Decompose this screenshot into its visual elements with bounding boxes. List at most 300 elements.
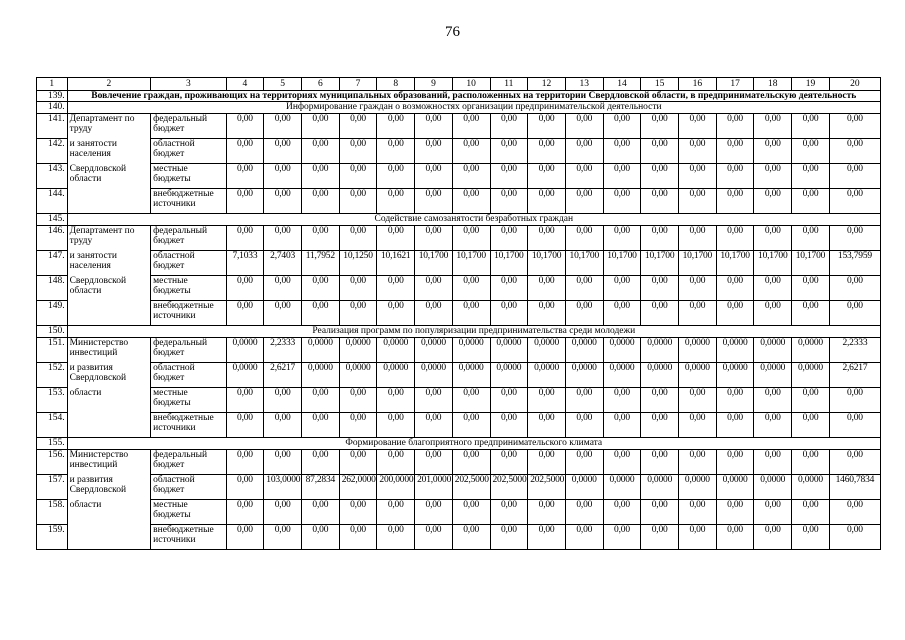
amount-cell: 0,00 [264,114,302,139]
amount-cell: 0,00 [301,413,339,438]
amount-cell: 0,00 [641,525,679,550]
amount-cell: 0,00 [603,276,641,301]
amount-cell: 0,00 [339,189,377,214]
amount-cell: 0,0000 [641,475,679,500]
amount-cell: 0,00 [264,276,302,301]
amount-cell: 0,00 [565,500,603,525]
table-row [37,475,881,500]
budget-source: внебюджетные источники [151,413,226,438]
column-number: 15 [641,78,679,91]
responsible-department: и занятости населения [67,139,151,164]
budget-source: федеральный бюджет [151,450,226,475]
responsible-department: и развития Свердловской [67,363,151,388]
amount-cell: 0,00 [377,139,415,164]
amount-cell: 0,00 [716,189,754,214]
budget-source: местные бюджеты [151,276,226,301]
amount-cell: 0,0000 [792,338,830,363]
amount-cell: 2,2333 [829,338,880,363]
amount-cell: 0,00 [339,413,377,438]
amount-cell: 0,00 [641,388,679,413]
amount-cell: 0,0000 [603,475,641,500]
amount-cell: 0,00 [226,226,264,251]
amount-cell: 0,00 [301,226,339,251]
amount-cell: 0,00 [565,525,603,550]
amount-cell: 0,0000 [339,338,377,363]
amount-cell: 0,0000 [641,363,679,388]
amount-cell: 0,0000 [528,338,566,363]
amount-cell: 0,00 [528,500,566,525]
amount-cell: 0,00 [641,189,679,214]
budget-source: внебюджетные источники [151,525,226,550]
amount-cell: 0,00 [415,276,453,301]
amount-cell: 0,00 [565,276,603,301]
amount-cell: 0,0000 [754,338,792,363]
amount-cell: 0,00 [301,164,339,189]
column-number: 1 [37,78,68,91]
amount-cell: 0,00 [829,189,880,214]
amount-cell: 0,00 [829,276,880,301]
amount-cell: 10,1700 [452,251,490,276]
amount-cell: 10,1700 [603,251,641,276]
column-number: 14 [603,78,641,91]
responsible-department: Свердловской области [67,276,151,301]
amount-cell: 0,0000 [377,363,415,388]
amount-cell: 0,0000 [716,363,754,388]
amount-cell: 0,00 [339,276,377,301]
budget-source: областной бюджет [151,251,226,276]
amount-cell: 0,00 [301,500,339,525]
amount-cell: 0,00 [490,450,528,475]
budget-source: областной бюджет [151,363,226,388]
amount-cell: 0,00 [377,164,415,189]
amount-cell: 0,00 [528,139,566,164]
amount-cell: 0,00 [301,139,339,164]
amount-cell: 0,00 [641,301,679,326]
section-title: Содействие самозанятости безработных граждан [67,214,880,226]
amount-cell: 0,00 [829,388,880,413]
amount-cell: 0,00 [754,164,792,189]
amount-cell: 202,5000 [452,475,490,500]
amount-cell: 0,00 [754,114,792,139]
amount-cell: 0,00 [377,276,415,301]
amount-cell: 0,00 [641,164,679,189]
amount-cell: 0,00 [603,525,641,550]
amount-cell: 0,00 [339,301,377,326]
amount-cell: 0,0000 [679,475,717,500]
column-number: 5 [264,78,302,91]
amount-cell: 0,00 [339,388,377,413]
amount-cell: 202,5000 [490,475,528,500]
section-row [37,326,881,338]
amount-cell: 201,0000 [415,475,453,500]
amount-cell: 0,00 [415,525,453,550]
amount-cell: 0,0000 [792,363,830,388]
amount-cell: 0,00 [452,139,490,164]
row-number: 145. [37,214,68,226]
table-row [37,251,881,276]
amount-cell: 0,00 [565,413,603,438]
amount-cell: 0,00 [226,114,264,139]
amount-cell: 0,00 [679,276,717,301]
row-number: 149. [37,301,68,326]
amount-cell: 10,1700 [415,251,453,276]
budget-source: внебюджетные источники [151,301,226,326]
amount-cell: 0,00 [792,525,830,550]
amount-cell: 0,00 [528,114,566,139]
amount-cell: 0,00 [829,525,880,550]
amount-cell: 0,00 [716,388,754,413]
amount-cell: 0,00 [565,114,603,139]
amount-cell: 0,00 [226,189,264,214]
amount-cell: 0,00 [415,500,453,525]
amount-cell: 0,00 [754,500,792,525]
section-row [37,102,881,114]
amount-cell: 0,00 [641,114,679,139]
amount-cell: 0,00 [528,388,566,413]
amount-cell: 0,00 [528,226,566,251]
amount-cell: 0,00 [377,525,415,550]
amount-cell: 10,1700 [565,251,603,276]
responsible-department: Министерство инвестиций [67,338,151,363]
amount-cell: 0,00 [603,450,641,475]
table-row [37,500,881,525]
amount-cell: 0,00 [490,139,528,164]
amount-cell: 0,00 [829,139,880,164]
amount-cell: 0,00 [528,413,566,438]
amount-cell: 0,00 [829,301,880,326]
amount-cell: 0,00 [603,388,641,413]
amount-cell: 0,00 [415,114,453,139]
table-row [37,139,881,164]
amount-cell: 0,00 [452,226,490,251]
section-row [37,438,881,450]
budget-source: внебюджетные источники [151,189,226,214]
row-number: 158. [37,500,68,525]
column-number: 8 [377,78,415,91]
amount-cell: 0,00 [603,301,641,326]
amount-cell: 0,00 [829,226,880,251]
budget-source: федеральный бюджет [151,114,226,139]
amount-cell: 0,00 [754,301,792,326]
amount-cell: 0,00 [603,139,641,164]
amount-cell: 1460,7834 [829,475,880,500]
amount-cell: 0,00 [339,450,377,475]
table-row-139 [37,91,881,102]
section-row [37,214,881,226]
amount-cell: 0,00 [565,301,603,326]
amount-cell: 0,0000 [792,475,830,500]
amount-cell: 0,00 [226,450,264,475]
amount-cell: 0,00 [490,413,528,438]
amount-cell: 0,00 [377,413,415,438]
amount-cell: 0,00 [603,164,641,189]
amount-cell: 0,0000 [565,475,603,500]
amount-cell: 0,00 [264,189,302,214]
amount-cell: 0,00 [565,226,603,251]
amount-cell: 0,0000 [415,363,453,388]
amount-cell: 0,0000 [452,363,490,388]
row-number: 141. [37,114,68,139]
budget-table [36,77,881,550]
amount-cell: 200,0000 [377,475,415,500]
amount-cell: 0,00 [754,388,792,413]
amount-cell: 0,00 [264,388,302,413]
row-number: 159. [37,525,68,550]
amount-cell: 0,0000 [377,338,415,363]
amount-cell: 0,00 [679,450,717,475]
amount-cell: 0,00 [792,164,830,189]
amount-cell: 0,0000 [490,363,528,388]
responsible-department: и занятости населения [67,251,151,276]
amount-cell: 0,00 [716,301,754,326]
amount-cell: 0,00 [415,164,453,189]
column-number: 4 [226,78,264,91]
amount-cell: 0,00 [716,413,754,438]
amount-cell: 10,1700 [528,251,566,276]
amount-cell: 0,00 [377,388,415,413]
amount-cell: 0,00 [565,189,603,214]
amount-cell: 0,0000 [565,363,603,388]
amount-cell: 2,7403 [264,251,302,276]
amount-cell: 0,00 [301,388,339,413]
row-number: 143. [37,164,68,189]
amount-cell: 0,00 [226,413,264,438]
amount-cell: 0,00 [792,114,830,139]
amount-cell: 0,00 [528,301,566,326]
table-row [37,276,881,301]
responsible-department: области [67,500,151,525]
amount-cell: 0,00 [603,189,641,214]
table-row [37,450,881,475]
amount-cell: 0,00 [754,525,792,550]
amount-cell: 0,00 [829,450,880,475]
responsible-department [67,189,151,214]
amount-cell: 0,00 [452,189,490,214]
amount-cell: 0,00 [641,413,679,438]
amount-cell: 0,00 [641,276,679,301]
row-number: 147. [37,251,68,276]
amount-cell: 11,7952 [301,251,339,276]
row-number: 142. [37,139,68,164]
amount-cell: 0,00 [226,525,264,550]
amount-cell: 0,00 [603,413,641,438]
amount-cell: 0,00 [415,139,453,164]
budget-source: местные бюджеты [151,500,226,525]
column-number: 9 [415,78,453,91]
responsible-department [67,525,151,550]
amount-cell: 0,00 [641,450,679,475]
amount-cell: 87,2834 [301,475,339,500]
amount-cell: 0,00 [792,139,830,164]
amount-cell: 0,00 [679,525,717,550]
amount-cell: 0,00 [641,139,679,164]
budget-source: местные бюджеты [151,164,226,189]
amount-cell: 0,00 [264,500,302,525]
amount-cell: 0,00 [452,525,490,550]
responsible-department [67,301,151,326]
amount-cell: 202,5000 [528,475,566,500]
amount-cell: 0,0000 [339,363,377,388]
column-number: 7 [339,78,377,91]
amount-cell: 0,0000 [301,363,339,388]
amount-cell: 0,00 [339,164,377,189]
amount-cell: 0,00 [415,301,453,326]
responsible-department: Департамент по труду [67,226,151,251]
amount-cell: 0,00 [641,226,679,251]
column-number: 16 [679,78,717,91]
column-number: 19 [792,78,830,91]
amount-cell: 0,00 [679,388,717,413]
amount-cell: 0,00 [377,226,415,251]
amount-cell: 0,00 [528,525,566,550]
table-body [37,78,881,550]
column-number: 18 [754,78,792,91]
row-number: 148. [37,276,68,301]
amount-cell: 0,00 [528,189,566,214]
amount-cell: 0,00 [829,413,880,438]
amount-cell: 0,00 [301,114,339,139]
section-title: Реализация программ по популяризации предпринимательства среди молодежи [67,326,880,338]
amount-cell: 0,00 [528,450,566,475]
amount-cell: 0,00 [716,164,754,189]
amount-cell: 0,00 [377,189,415,214]
amount-cell: 10,1250 [339,251,377,276]
section-title: Формирование благоприятного предпринимательского климата [67,438,880,450]
amount-cell: 0,00 [565,139,603,164]
amount-cell: 0,00 [264,226,302,251]
amount-cell: 0,00 [792,450,830,475]
amount-cell: 0,00 [792,226,830,251]
amount-cell: 0,00 [377,450,415,475]
amount-cell: 0,0000 [565,338,603,363]
amount-cell: 0,00 [339,139,377,164]
amount-cell: 0,0000 [301,338,339,363]
amount-cell: 10,1700 [754,251,792,276]
amount-cell: 0,00 [716,525,754,550]
amount-cell: 0,00 [716,276,754,301]
amount-cell: 0,00 [339,226,377,251]
amount-cell: 0,00 [754,450,792,475]
amount-cell: 0,00 [716,139,754,164]
amount-cell: 0,00 [679,301,717,326]
column-number: 6 [301,78,339,91]
page-number: 76 [445,24,460,40]
amount-cell: 0,00 [226,139,264,164]
amount-cell: 0,00 [679,500,717,525]
column-number: 13 [565,78,603,91]
amount-cell: 0,00 [829,164,880,189]
row-number: 150. [37,326,68,338]
amount-cell: 0,00 [792,413,830,438]
column-number: 17 [716,78,754,91]
responsible-department: Свердловской области [67,164,151,189]
amount-cell: 10,1700 [490,251,528,276]
amount-cell: 0,00 [792,388,830,413]
table-row [37,189,881,214]
amount-cell: 0,00 [528,164,566,189]
row-number: 156. [37,450,68,475]
amount-cell: 0,0000 [679,338,717,363]
amount-cell: 0,00 [490,500,528,525]
amount-cell: 0,00 [603,114,641,139]
amount-cell: 0,00 [716,114,754,139]
amount-cell: 0,00 [415,189,453,214]
amount-cell: 0,00 [264,164,302,189]
responsible-department: области [67,388,151,413]
amount-cell: 0,00 [415,226,453,251]
budget-source: федеральный бюджет [151,338,226,363]
row-number: 157. [37,475,68,500]
amount-cell: 0,00 [490,388,528,413]
amount-cell: 153,7959 [829,251,880,276]
responsible-department: и развития Свердловской [67,475,151,500]
table-row [37,388,881,413]
amount-cell: 0,00 [339,525,377,550]
amount-cell: 0,00 [716,450,754,475]
amount-cell: 0,00 [754,226,792,251]
amount-cell: 0,0000 [528,363,566,388]
table-row [37,164,881,189]
amount-cell: 0,00 [679,139,717,164]
column-number: 11 [490,78,528,91]
budget-source: областной бюджет [151,475,226,500]
budget-source: областной бюджет [151,139,226,164]
amount-cell: 0,00 [603,500,641,525]
amount-cell: 0,00 [565,388,603,413]
table-row [37,525,881,550]
amount-cell: 0,00 [641,500,679,525]
amount-cell: 0,00 [754,189,792,214]
amount-cell: 7,1033 [226,251,264,276]
amount-cell: 0,00 [565,450,603,475]
amount-cell: 0,0000 [716,475,754,500]
amount-cell: 0,00 [452,164,490,189]
amount-cell: 103,0000 [264,475,302,500]
column-number: 2 [67,78,151,91]
row-number: 153. [37,388,68,413]
amount-cell: 0,00 [301,450,339,475]
amount-cell: 0,00 [452,413,490,438]
row-number: 139. [37,91,68,102]
amount-cell: 10,1700 [679,251,717,276]
amount-cell: 0,00 [301,276,339,301]
budget-source: федеральный бюджет [151,226,226,251]
amount-cell: 0,00 [452,500,490,525]
amount-cell: 0,00 [565,164,603,189]
amount-cell: 0,00 [264,450,302,475]
amount-cell: 0,00 [226,475,264,500]
responsible-department: Министерство инвестиций [67,450,151,475]
amount-cell: 0,00 [490,189,528,214]
amount-cell: 0,00 [716,226,754,251]
amount-cell: 0,00 [452,276,490,301]
responsible-department [67,413,151,438]
amount-cell: 0,00 [792,301,830,326]
amount-cell: 0,00 [829,500,880,525]
amount-cell: 0,00 [792,189,830,214]
amount-cell: 0,0000 [679,363,717,388]
amount-cell: 0,00 [264,139,302,164]
amount-cell: 0,0000 [452,338,490,363]
table-row [37,413,881,438]
amount-cell: 0,00 [490,114,528,139]
column-number: 20 [829,78,880,91]
amount-cell: 0,00 [377,301,415,326]
row-number: 151. [37,338,68,363]
budget-source: местные бюджеты [151,388,226,413]
row-number: 144. [37,189,68,214]
amount-cell: 0,00 [490,226,528,251]
